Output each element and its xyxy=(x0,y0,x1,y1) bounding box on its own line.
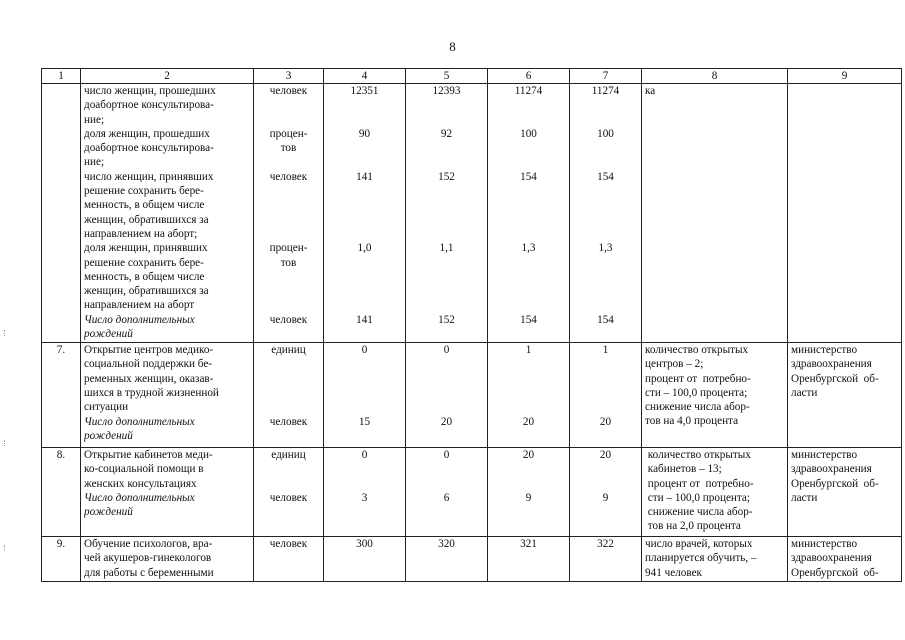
year-value xyxy=(406,448,488,537)
value-cell xyxy=(491,537,566,580)
value-cell xyxy=(573,241,638,313)
text-line: 154 xyxy=(520,313,537,326)
year-value xyxy=(324,84,406,343)
text-line: тов на 4,0 процента xyxy=(645,415,739,428)
column-number-row xyxy=(42,69,902,84)
column-header: 4 xyxy=(324,69,406,84)
value-cell xyxy=(573,84,638,127)
value-cell xyxy=(491,415,566,444)
indicator-text xyxy=(84,537,250,580)
responsible-executor xyxy=(788,537,902,582)
page-number: 8 xyxy=(449,39,456,54)
column-header: 7 xyxy=(570,69,642,84)
value-cell xyxy=(491,170,566,242)
text-line: министерство xyxy=(791,449,858,461)
text-line: 0 xyxy=(443,344,450,356)
year-value xyxy=(406,343,488,448)
text-line: министерство xyxy=(791,538,858,550)
text-line: доля женщин, принявших xyxy=(84,242,208,255)
row-number: 8. xyxy=(42,448,81,537)
value-cell xyxy=(491,491,566,520)
measure-unit xyxy=(254,448,324,537)
value-cell xyxy=(409,537,484,580)
unit-label xyxy=(257,415,320,444)
measure-description xyxy=(81,448,254,537)
value-cell xyxy=(327,241,402,313)
text-line: для работы с беременными xyxy=(84,566,214,579)
text-line: 20 xyxy=(522,415,535,428)
value-cell xyxy=(327,170,402,242)
year-value xyxy=(488,84,570,343)
year-value xyxy=(570,448,642,537)
value-cell xyxy=(573,343,638,415)
responsible-executor xyxy=(788,84,902,343)
column-header: 5 xyxy=(406,69,488,84)
column-header: 1 xyxy=(42,69,81,84)
text-line: Обучение психологов, вра- xyxy=(84,538,213,550)
text-line: 141 xyxy=(356,170,373,183)
text-line: 3 xyxy=(361,491,368,504)
table-row xyxy=(42,537,902,582)
row-number: 7. xyxy=(42,343,81,448)
value-cell xyxy=(573,127,638,170)
unit-label xyxy=(257,241,320,313)
text-line: ко-социальной помощи в xyxy=(84,463,204,476)
value-cell xyxy=(573,313,638,342)
text-line: 1,3 xyxy=(521,242,536,255)
column-header: 9 xyxy=(788,69,902,84)
text-line: планируется обучить, – xyxy=(645,552,757,565)
text-line: 300 xyxy=(356,538,373,550)
text-line: человек xyxy=(269,491,308,504)
unit-label xyxy=(257,127,320,170)
text-line: Оренбургской об- xyxy=(791,477,879,490)
text-line: кабинетов – 13; xyxy=(645,463,722,476)
text-line: 20 xyxy=(522,449,535,461)
indicator-text xyxy=(84,448,250,491)
text-line: единиц xyxy=(271,344,306,356)
text-line: число врачей, которых xyxy=(645,538,753,550)
text-line: женских консультациях xyxy=(84,477,197,490)
measure-description xyxy=(81,84,254,343)
text-line: здравоохранения xyxy=(791,552,872,565)
text-line: женщин, обратившихся за xyxy=(84,213,209,226)
responsible-executor xyxy=(788,448,902,537)
text-line: 154 xyxy=(520,170,537,183)
text-line: человек xyxy=(269,170,308,183)
value-cell xyxy=(573,491,638,520)
value-cell xyxy=(491,84,566,127)
value-cell xyxy=(409,448,484,491)
text-line: 320 xyxy=(438,538,455,550)
value-cell xyxy=(409,343,484,415)
text-line: ситуации xyxy=(84,401,129,414)
unit-label xyxy=(257,84,320,127)
text-line: 154 xyxy=(597,170,614,183)
text-line: 11274 xyxy=(514,85,543,97)
responsible-executor xyxy=(788,343,902,448)
value-cell xyxy=(491,313,566,342)
text-line: 15 xyxy=(358,415,371,428)
value-cell xyxy=(491,343,566,415)
text-line: менность, в общем числе xyxy=(84,270,205,283)
expected-result xyxy=(642,343,788,448)
value-cell xyxy=(491,241,566,313)
year-value xyxy=(488,448,570,537)
text-line: рождений xyxy=(84,506,133,519)
text-line: 11274 xyxy=(591,85,620,97)
text-line: процен- xyxy=(269,127,308,140)
text-line: процен- xyxy=(269,242,308,255)
text-line: решение сохранить бере- xyxy=(84,256,204,269)
text-line: рождений xyxy=(84,429,133,442)
unit-label xyxy=(257,343,320,415)
value-cell xyxy=(573,415,638,444)
scan-mark xyxy=(4,440,7,446)
text-line: снижение числа абор- xyxy=(645,401,750,414)
text-line: 6 xyxy=(443,491,450,504)
text-line: тов xyxy=(280,142,297,155)
text-line: единиц xyxy=(271,449,306,461)
text-line: 0 xyxy=(443,449,450,461)
unit-label xyxy=(257,537,320,580)
expected-result xyxy=(642,84,788,343)
value-cell xyxy=(409,170,484,242)
additional-births-label xyxy=(84,313,250,342)
value-cell xyxy=(409,127,484,170)
unit-label xyxy=(257,491,320,520)
column-header: 2 xyxy=(81,69,254,84)
text-line: 1,0 xyxy=(357,242,372,255)
plan-table xyxy=(41,68,902,582)
text-line: 322 xyxy=(597,538,614,550)
text-line: 12393 xyxy=(432,85,461,97)
text-line: 1 xyxy=(602,344,609,356)
text-line: 12351 xyxy=(350,85,379,97)
table-row xyxy=(42,84,902,343)
text-line: человек xyxy=(269,415,308,428)
text-line: 141 xyxy=(356,313,373,326)
row-number: 9. xyxy=(42,537,81,582)
value-cell xyxy=(409,84,484,127)
value-cell xyxy=(327,537,402,580)
text-line: количество открытых xyxy=(645,344,749,356)
column-header: 8 xyxy=(642,69,788,84)
value-cell xyxy=(327,84,402,127)
text-line: 941 человек xyxy=(645,566,702,579)
indicator-text xyxy=(84,170,250,242)
year-value xyxy=(324,448,406,537)
scan-mark xyxy=(4,545,7,551)
measure-unit xyxy=(254,537,324,582)
text-line: 1,3 xyxy=(598,242,613,255)
text-line: здравоохранения xyxy=(791,358,872,371)
text-line: тов xyxy=(280,256,297,269)
text-line: доабортное консультирова- xyxy=(84,142,214,155)
text-line: ласти xyxy=(791,491,818,504)
text-line: центров – 2; xyxy=(645,358,704,371)
value-cell xyxy=(573,448,638,491)
text-line: решение сохранить бере- xyxy=(84,185,204,198)
row-number xyxy=(42,84,81,343)
text-line: женщин, обратившихся за xyxy=(84,285,209,298)
text-line: 100 xyxy=(520,127,537,140)
text-line: 20 xyxy=(599,415,612,428)
table-row xyxy=(42,343,902,448)
value-cell xyxy=(409,313,484,342)
text-line: сти – 100,0 процента; xyxy=(645,386,748,399)
value-cell xyxy=(573,170,638,242)
year-value xyxy=(324,537,406,582)
year-value xyxy=(570,84,642,343)
column-header: 3 xyxy=(254,69,324,84)
additional-births-label xyxy=(84,415,250,444)
text-line: 100 xyxy=(597,127,614,140)
text-line: 0 xyxy=(361,344,368,356)
value-cell xyxy=(327,415,402,444)
text-line: 321 xyxy=(520,538,537,550)
text-line: человек xyxy=(269,538,308,550)
text-line: ка xyxy=(645,85,656,97)
value-cell xyxy=(409,491,484,520)
text-line: Открытие кабинетов меди- xyxy=(84,449,213,461)
column-header: 6 xyxy=(488,69,570,84)
text-line: ременных женщин, оказав- xyxy=(84,372,214,385)
text-line: Открытие центров медико- xyxy=(84,344,214,356)
measure-unit xyxy=(254,84,324,343)
text-line: 20 xyxy=(440,415,453,428)
value-cell xyxy=(327,491,402,520)
value-cell xyxy=(327,127,402,170)
text-line: доабортное консультирова- xyxy=(84,99,214,112)
text-line: 9 xyxy=(525,491,532,504)
year-value xyxy=(406,84,488,343)
indicator-text xyxy=(84,127,250,170)
text-line: 20 xyxy=(599,449,612,461)
text-line: Оренбургской об- xyxy=(791,372,879,385)
text-line: 1,1 xyxy=(439,242,454,255)
text-line: Число дополнительных xyxy=(84,313,195,326)
year-value xyxy=(406,537,488,582)
text-line: 90 xyxy=(358,127,371,140)
text-line: Число дополнительных xyxy=(84,415,195,428)
text-line: 9 xyxy=(602,491,609,504)
text-line: 0 xyxy=(361,449,368,461)
additional-births-label xyxy=(84,491,250,520)
value-cell xyxy=(327,313,402,342)
unit-label xyxy=(257,448,320,491)
text-line: ние; xyxy=(84,156,105,169)
expected-result xyxy=(642,537,788,582)
value-cell xyxy=(409,241,484,313)
measure-unit xyxy=(254,343,324,448)
value-cell xyxy=(491,127,566,170)
indicator-text xyxy=(84,343,250,415)
text-line: менность, в общем числе xyxy=(84,199,205,212)
text-line: доля женщин, прошедших xyxy=(84,127,210,140)
text-line: направлением на аборт; xyxy=(84,227,198,240)
text-line: число женщин, принявших xyxy=(84,170,214,183)
text-line: ние; xyxy=(84,113,105,126)
text-line: здравоохранения xyxy=(791,463,872,476)
unit-label xyxy=(257,170,320,242)
measure-description xyxy=(81,537,254,582)
indicator-text xyxy=(84,241,250,313)
text-line: тов на 2,0 процента xyxy=(645,520,741,533)
text-line: процент от потребно- xyxy=(645,477,754,490)
year-value xyxy=(324,343,406,448)
year-value xyxy=(488,537,570,582)
text-line: направлением на аборт xyxy=(84,299,195,312)
value-cell xyxy=(491,448,566,491)
value-cell xyxy=(327,448,402,491)
year-value xyxy=(488,343,570,448)
text-line: человек xyxy=(269,313,308,326)
text-line: ласти xyxy=(791,386,818,399)
measure-description xyxy=(81,343,254,448)
text-line: количество открытых xyxy=(645,449,751,461)
text-line: шихся в трудной жизненной xyxy=(84,386,219,399)
text-line: чей акушеров-гинекологов xyxy=(84,552,212,565)
value-cell xyxy=(409,415,484,444)
value-cell xyxy=(573,537,638,580)
scan-mark xyxy=(4,330,7,336)
text-line: процент от потребно- xyxy=(645,372,751,385)
text-line: 92 xyxy=(440,127,453,140)
text-line: Оренбургской об- xyxy=(791,566,879,579)
text-line: сти – 100,0 процента; xyxy=(645,491,751,504)
text-line: министерство xyxy=(791,344,858,356)
text-line: число женщин, прошедших xyxy=(84,85,216,97)
text-line: Число дополнительных xyxy=(84,491,195,504)
text-line: 152 xyxy=(438,313,455,326)
year-value xyxy=(570,343,642,448)
text-line: снижение числа абор- xyxy=(645,506,753,519)
unit-label xyxy=(257,313,320,342)
text-line: 154 xyxy=(597,313,614,326)
value-cell xyxy=(327,343,402,415)
expected-result xyxy=(642,448,788,537)
text-line: социальной поддержки бе- xyxy=(84,358,213,371)
text-line: 1 xyxy=(525,344,532,356)
year-value xyxy=(570,537,642,582)
text-line: человек xyxy=(269,85,308,97)
indicator-text xyxy=(84,84,250,127)
text-line: рождений xyxy=(84,328,133,341)
text-line: 152 xyxy=(438,170,455,183)
table-row xyxy=(42,448,902,537)
